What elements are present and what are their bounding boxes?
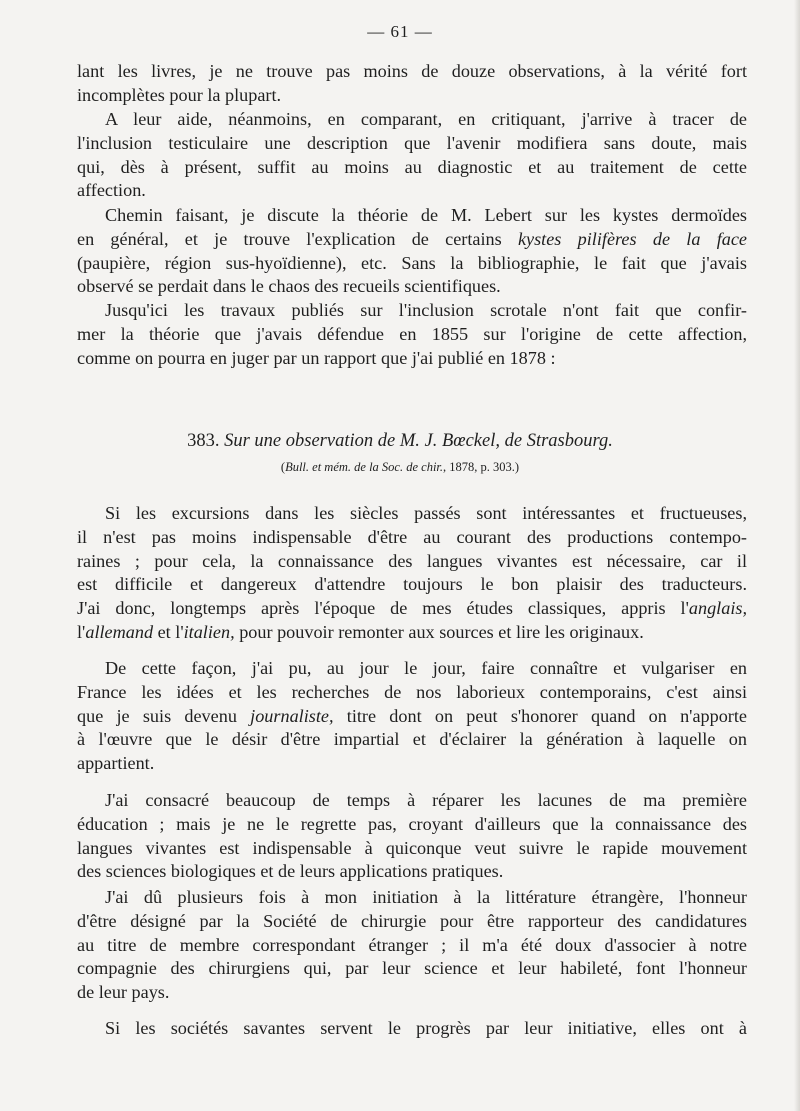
text-line: affection. [77,180,146,201]
paragraph [77,789,747,884]
italic-run: journaliste, [250,705,334,726]
section-title: Sur une observation de M. J. Bœckel, de Strasbourg. [224,431,613,451]
text-line: d'être désigné par la Société de chirurgie pour être rapporteur des candidatures [77,910,747,931]
text-line: l'inclusion testiculaire une description que l'avenir modifiera sans doute, mais [77,132,747,153]
text-run: et l' [153,621,184,642]
section-number: 383. [187,431,220,451]
section-heading [0,431,800,452]
text-line: qui, dès à présent, suffit au moins au diagnostic et au traitement de cette [77,156,747,177]
text-run: pour pouvoir remonter aux sources et lire les originaux. [234,621,644,642]
text-line: au titre de membre correspondant étranger ; il m'a été doux d'associer à notre [77,934,747,955]
text-line: J'ai consacré beaucoup de temps à réparer les lacunes de ma première [105,790,747,810]
paragraph [77,502,747,645]
italic-run: italien, [183,621,235,642]
page-edge-shadow [794,0,800,1111]
text-line: J'ai dû plusieurs fois à mon initiation à la littérature étrangère, l'honneur [105,887,747,907]
text-line: des sciences biologiques et de leurs applications pratiques. [77,861,504,882]
text-run: que je suis devenu [77,705,251,726]
citation [0,460,800,475]
text-run: en général, et je trouve l'explication de certains [77,228,518,249]
text-line: compagnie des chirurgiens qui, par leur science et leur habileté, font l'honneur [77,958,747,979]
italic-run: anglais, [688,598,747,619]
citation-details: , 1878, p. 303.) [443,460,520,474]
text-line [77,705,747,729]
text-line: Chemin faisant, je discute la théorie de M. Lebert sur les kystes dermoïdes [105,205,747,225]
text-line: mer la théorie que j'avais défendue en 1855 sur l'origine de cette affection, [77,323,747,344]
citation-journal: Bull. et mém. de la Soc. de chir. [285,460,444,474]
text-line: éducation ; mais je ne le regrette pas, croyant d'ailleurs que la connaissance des [77,813,747,834]
text-line: il n'est pas moins indispensable d'être au courant des productions contempo- [77,526,747,547]
text-line: France les idées et les recherches de nos laborieux contemporains, c'est ainsi [77,681,747,702]
text-run: J'ai donc, longtemps après l'époque de mes études classiques, appris l' [77,598,689,619]
italic-run: allemand [85,621,154,642]
text-line: raines ; pour cela, la connaissance des langues vivantes est nécessaire, car il [77,550,747,571]
text-line: Jusqu'ici les travaux publiés sur l'inclusion scrotale n'ont fait que confir- [105,300,747,320]
paragraph [77,1017,747,1041]
text-run: l' [77,621,86,642]
text-line: langues vivantes est indispensable à quiconque veut suivre le rapide mouvement [77,837,747,858]
text-run: titre dont on peut s'honorer quand on n'apporte [333,705,747,726]
text-line: à l'œuvre que le désir d'être impartial et d'éclairer la génération à laquelle on [77,729,747,750]
text-line: incomplètes pour la plupart. [77,84,282,105]
paragraph [77,108,747,203]
text-line [77,621,747,645]
italic-run: kystes pilifères de la face [517,228,747,249]
text-line: appartient. [77,753,155,774]
text-line: lant les livres, je ne trouve pas moins de douze observations, à la vérité fort [77,61,747,81]
page-number: — 61 — [367,22,433,41]
text-line: observé se perdait dans le chaos des recueils scientifiques. [77,276,501,297]
paragraph [77,299,747,370]
text-line [77,597,747,621]
text-line: est difficile et dangereux d'attendre toujours le bon plaisir des traducteurs. [77,574,747,595]
paragraph [77,204,747,299]
text-line [77,228,747,252]
text-line: A leur aide, néanmoins, en comparant, en critiquant, j'arrive à tracer de [105,109,747,129]
paragraph-continuation [77,60,747,108]
paragraph [77,657,747,776]
text-line: comme on pourra en juger par un rapport que j'ai publié en 1878 : [77,347,556,368]
text-line: de leur pays. [77,982,170,1003]
text-line: Si les sociétés savantes servent le progrès par leur initiative, elles ont à [105,1018,747,1038]
text-line: Si les excursions dans les siècles passés sont intéressantes et fructueuses, [105,503,747,523]
text-line: De cette façon, j'ai pu, au jour le jour, faire connaître et vulgariser en [105,658,747,678]
citation-open: ( [280,460,286,474]
text-line: (paupière, région sus-hyoïdienne), etc. Sans la bibliographie, le fait que j'avais [77,252,747,273]
paragraph [77,886,747,1005]
